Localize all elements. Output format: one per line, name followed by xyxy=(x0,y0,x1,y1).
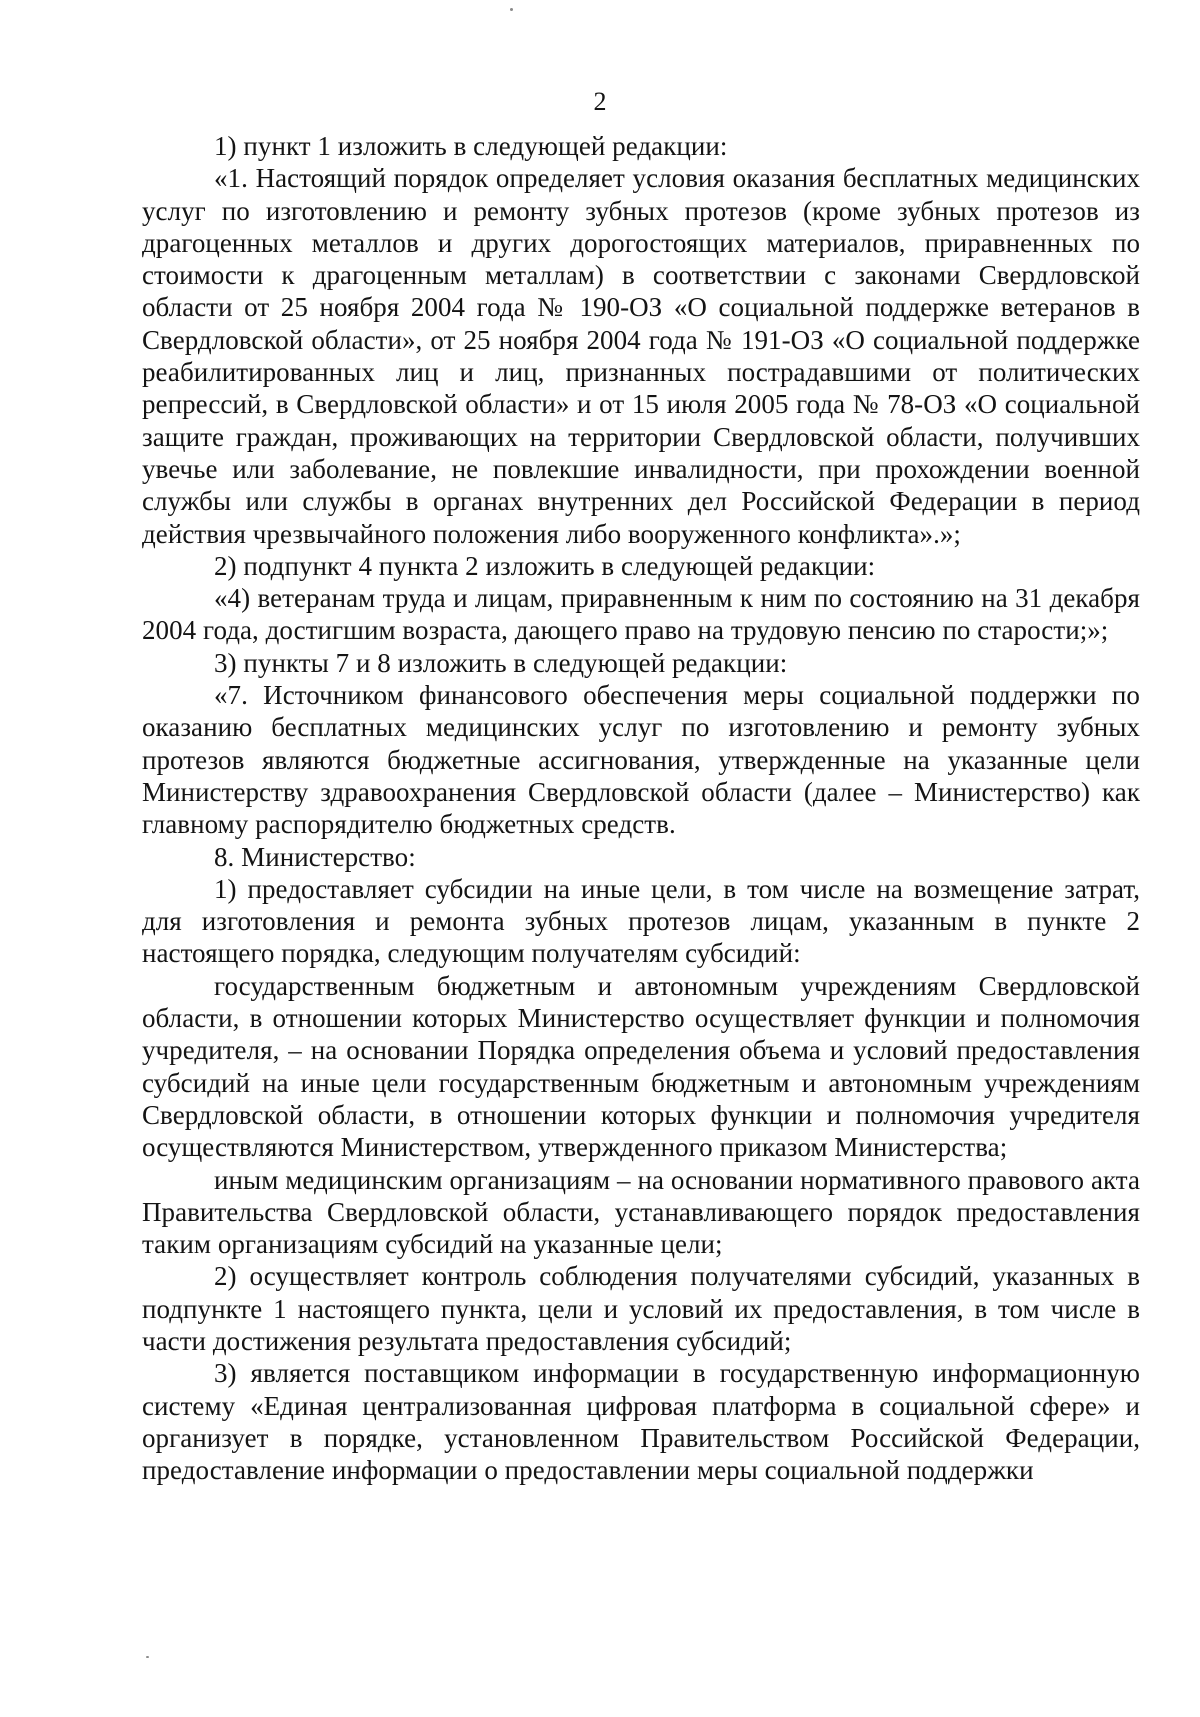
paragraph: «7. Источником финансового обеспечения меры социальной поддержки по оказанию бесплатных медицинских услуг по изготовлению и ремонту зубных протезов являются бюджетные ассигнования, утвержденные на указанные цели Министерству здравоохранения Свердловской области (далее – Министерство) как главному распорядителю бюджетных средств. xyxy=(142,680,1140,840)
paragraph: 2) подпункт 4 пункта 2 изложить в следующей редакции: xyxy=(214,550,876,581)
paragraph: 1) предоставляет субсидии на иные цели, в том числе на возмещение затрат, для изготовления и ремонта зубных протезов лицам, указанным в пункте 2 настоящего порядка, следующим получателям субсидий: xyxy=(142,873,1140,969)
paragraph: «4) ветеранам труда и лицам, приравненным к ним по состоянию на 31 декабря 2004 года, достигшим возраста, дающего право на трудовую пенсию по старости;»; xyxy=(142,583,1140,646)
paragraph: 1) пункт 1 изложить в следующей редакции: xyxy=(214,131,728,161)
paragraph: иным медицинским организациям – на основании нормативного правового акта Правительства Свердловской области, устанавливающего порядок предоставления таким организациям субсидий на указанные цели; xyxy=(142,1164,1140,1260)
paragraph: 8. Министерство: xyxy=(214,841,416,872)
paragraph: государственным бюджетным и автономным учреждениям Свердловской области, в отношении которых Министерство осуществляет функции и полномочия учредителя, – на основании Порядка определения объема и условий предоставления субсидий на иные цели государственным бюджетным и автономным учреждениям Свердловской области, в отношении которых функции и полномочия учредителя осуществляются Министерством, утвержденного приказом Министерства; xyxy=(142,970,1140,1163)
paragraph: 3) является поставщиком информации в государственную информационную систему «Единая централизованная цифровая платформа в социальной сфере» и организует в порядке, установленном Правительством Российской Федерации, предоставление информации о предоставлении меры социальной поддержки xyxy=(142,1358,1140,1486)
scan-speck xyxy=(510,8,513,11)
paragraph: 2) осуществляет контроль соблюдения получателями субсидий, указанных в подпункте 1 настоящего пункта, цели и условий их предоставления, в том числе в части достижения результата предоставления субсидий; xyxy=(142,1261,1140,1356)
page-number: 2 xyxy=(593,87,607,116)
scan-speck xyxy=(146,1656,149,1658)
paragraph: «1. Настоящий порядок определяет условия оказания бесплатных медицинских услуг по изготовлению и ремонту зубных протезов (кроме зубных протезов из драгоценных металлов и других дорогостоящих материалов, приравненных по стоимости к драгоценным металлам) в соответствии с законами Свердловской области от 25 ноября 2004 года № 190-ОЗ «О социальной поддержке ветеранов в Свердловской области», от 25 ноября 2004 года № 191-ОЗ «О социальной поддержке реабилитированных лиц и лиц, признанных пострадавшими от политических репрессий, в Свердловской области» и от 15 июля 2005 года № 78-ОЗ «О социальной защите граждан, проживающих на территории Свердловской области, получивших увечье или заболевание, не повлекшие инвалидности, при прохождении военной службы или службы в органах внутренних дел Российской Федерации в период действия чрезвычайного положения либо вооруженного конфликта».»; xyxy=(142,163,1140,549)
paragraph: 3) пункты 7 и 8 изложить в следующей редакции: xyxy=(214,647,788,678)
document-body xyxy=(142,130,1140,1486)
